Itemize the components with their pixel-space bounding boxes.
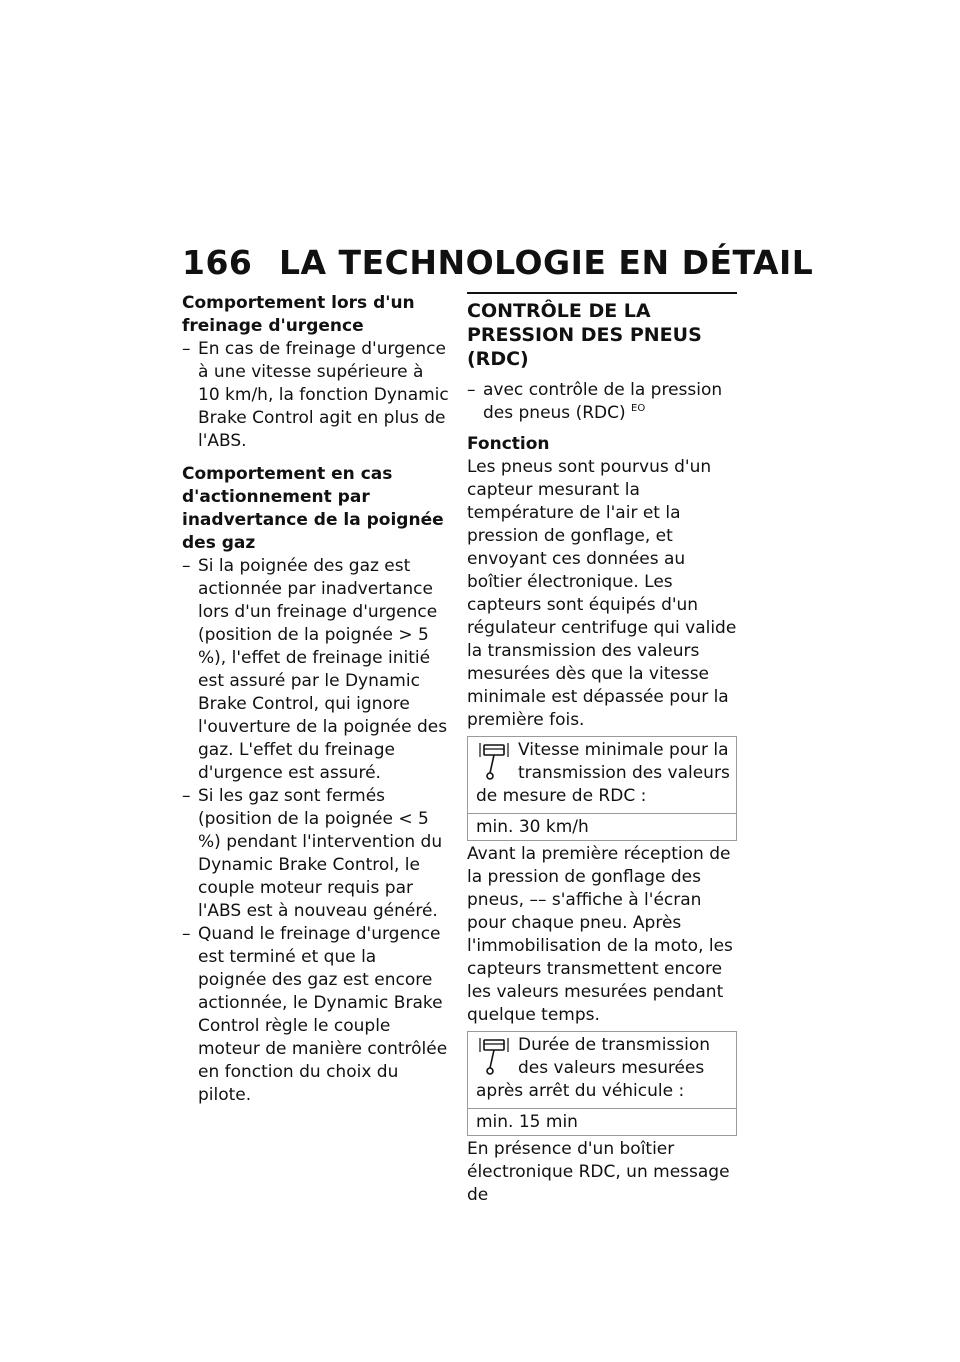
spec-box-transmission-duration [467,1031,737,1136]
throttle-list [182,555,450,1107]
equipment-list [467,379,737,425]
spec-value: min. 30 km/h [468,813,736,840]
list-item: – Quand le freinage d'urgence est terminé et que la poignée des gaz est encore actionnée, le Dynamic Brake Control règle le couple moteur de manière contrôlée en fonction du choix du pilote. [182,923,450,1107]
spec-value: min. 15 min [468,1108,736,1135]
subheading-throttle: Comportement en cas d'actionnement par inadvertance de la poignée des gaz [182,464,444,553]
equipment-text: avec contrôle de la pression des pneus (RDC) [483,380,723,423]
chapter-title: LA TECHNOLOGIE EN DÉTAIL [279,243,814,282]
spec-description [468,1032,736,1108]
spec-box-min-speed [467,736,737,841]
list-item: – Si la poignée des gaz est actionnée par inadvertance lors d'un freinage d'urgence (position de la poignée > 5 %), l'effet de freinage initié est assuré par le Dynamic Brake Control, qui ignore l'ouverture de la poignée des gaz. L'effet du freinage d'urgence est assuré. [182,555,450,785]
function-paragraph: Les pneus sont pourvus d'un capteur mesurant la température de l'air et la pression de gonflage, et envoyant ces données au boîtier électronique. Les capteurs sont équipés d'un régulateur centrifuge qui valide la transmission des valeurs mesurées dès que la vitesse minimale est dépassée pour la première fois. [467,457,737,730]
spec-label: Vitesse minimale pour la transmission des valeurs de mesure de RDC : [476,740,730,806]
reception-paragraph: Avant la première réception de la pression de gonflage des pneus, –– s'affiche à l'écran pour chaque pneu. Après l'immobilisation de la moto, les capteurs transmettent encore les valeurs mesurées pendant quelque temps. [467,844,733,1025]
right-column [467,292,737,1207]
rdc-message-paragraph: En présence d'un boîtier électronique RDC, un message de [467,1139,730,1205]
left-column [182,292,450,1107]
page-number: 166 [182,243,253,282]
spec-description [468,737,736,813]
page-header [182,243,813,282]
piston-icon [476,1034,512,1078]
list-item: – Si les gaz sont fermés (position de la poignée < 5 %) pendant l'intervention du Dynamic Brake Control, le couple moteur requis par l'ABS est à nouveau généré. [182,785,450,923]
emergency-braking-list [182,338,450,453]
subheading-emergency-braking: Comportement lors d'un freinage d'urgence [182,293,415,336]
spec-label: Durée de transmission des valeurs mesurées après arrêt du véhicule : [476,1035,711,1101]
equipment-code: EO [631,403,646,414]
list-item: – En cas de freinage d'urgence à une vitesse supérieure à 10 km/h, la fonction Dynamic Brake Control agit en plus de l'ABS. [182,338,450,453]
section-title-rdc: CONTRÔLE DE LA PRESSION DES PNEUS (RDC) [467,292,737,371]
piston-icon [476,739,512,783]
subheading-function: Fonction [467,434,550,454]
equipment-note [467,379,737,425]
